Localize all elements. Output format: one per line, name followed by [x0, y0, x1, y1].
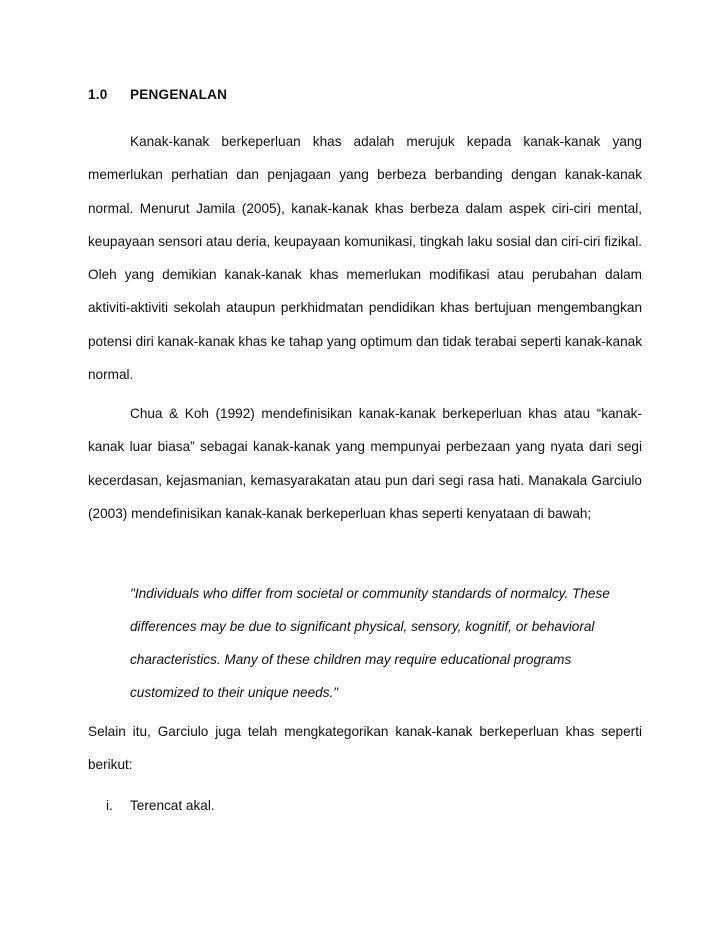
section-number: 1.0: [88, 87, 108, 102]
list-item-text: Terencat akal.: [130, 798, 215, 813]
block-quote: "Individuals who differ from societal or community standards of normalcy. These differences may be due to significant physical, sensory, kognitif, or behavioral characteristics. Many of these children may require educational programs customized to their unique needs.": [130, 586, 610, 700]
section-title: PENGENALAN: [130, 87, 228, 102]
paragraph-categories: Selain itu, Garciulo juga telah mengkategorikan kanak-kanak berkeperluan khas seperti berikut:: [88, 724, 642, 773]
list-marker: i.: [106, 798, 113, 813]
paragraph-definition: Chua & Koh (1992) mendefinisikan kanak-kanak berkeperluan khas atau “kanak-kanak luar biasa” sebagai kanak-kanak yang mempunyai perbezaan yang nyata dari segi kecerdasan, kejasmanian, kemasyarakatan atau pun dari segi rasa hati. Manakala Garciulo (2003) mendefinisikan kanak-kanak berkeperluan khas seperti kenyataan di bawah;: [88, 406, 642, 521]
paragraph-introduction: Kanak-kanak berkeperluan khas adalah merujuk kepada kanak-kanak yang memerlukan perhatian dan penjagaan yang berbeza berbanding dengan kanak-kanak normal. Menurut Jamila (2005), kanak-kanak khas berbeza dalam aspek ciri-ciri mental, keupayaan sensori atau deria, keupayaan komunikasi, tingkah laku sosial dan ciri-ciri fizikal. Oleh yang demikian kanak-kanak khas memerlukan modifikasi atau perubahan dalam aktiviti-aktiviti sekolah ataupun perkhidmatan pendidikan khas bertujuan mengembangkan potensi diri kanak-kanak khas ke tahap yang optimum dan tidak terabai seperti kanak-kanak normal.: [88, 134, 642, 383]
